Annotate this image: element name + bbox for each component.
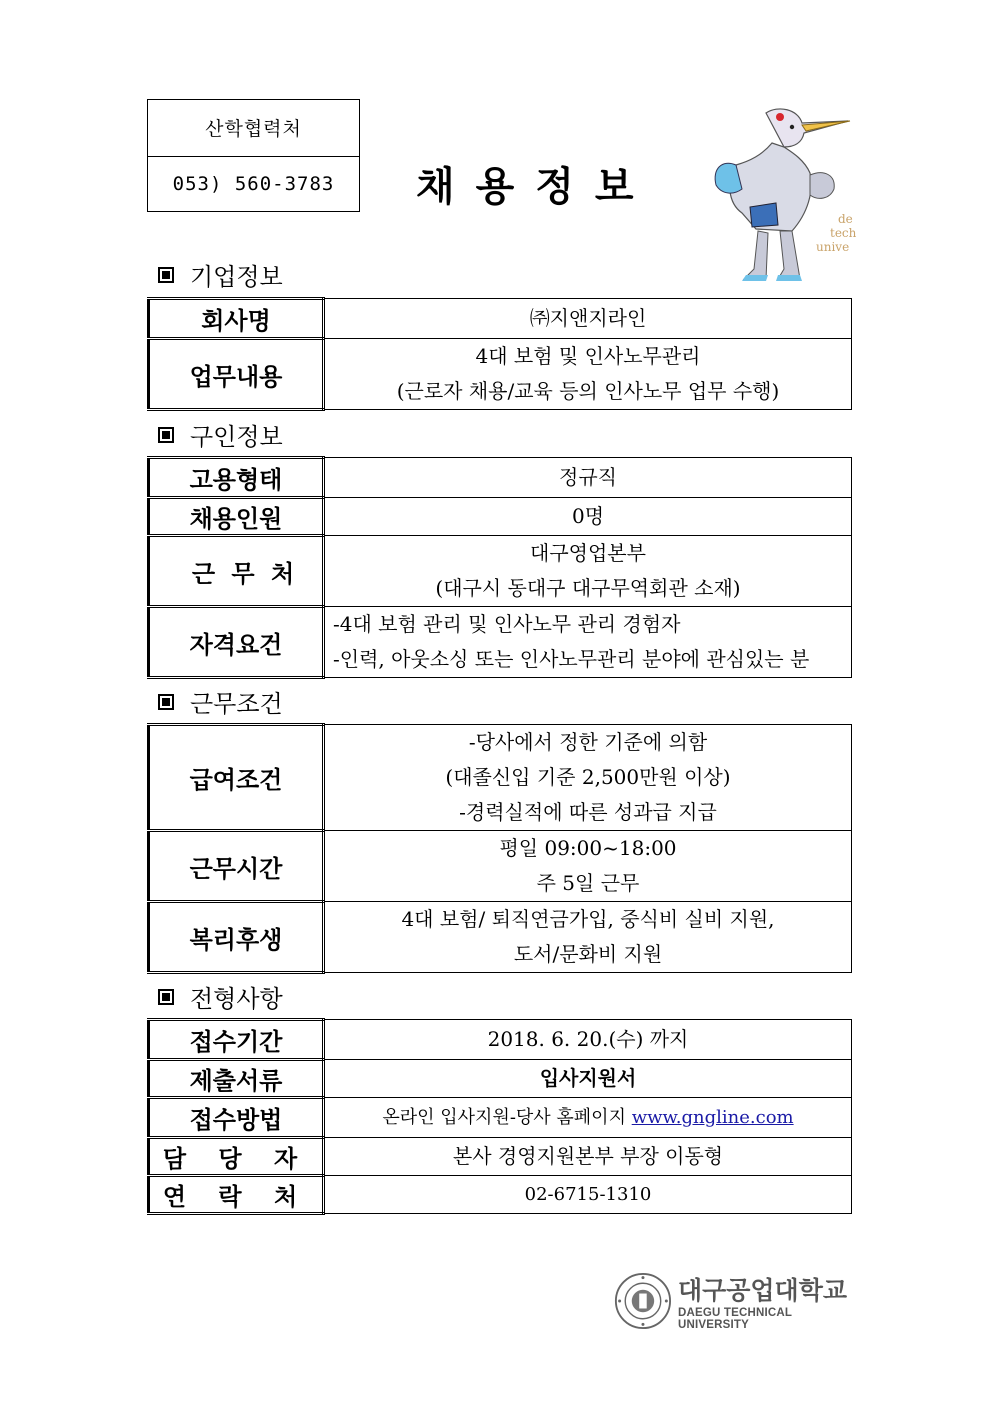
section-heading-company: 기업정보 bbox=[158, 257, 283, 292]
row-label: 급여조건 bbox=[149, 725, 324, 831]
contact-number: 02-6715-1310 bbox=[324, 1176, 852, 1214]
logo-english-name: DAEGU TECHNICAL UNIVERSITY bbox=[677, 1307, 792, 1331]
mascot-image bbox=[706, 103, 856, 285]
table-row bbox=[149, 458, 852, 498]
company-name: ㈜지앤지라인 bbox=[324, 299, 852, 339]
row-value: 4대 보험/ 퇴직연금가입, 중식비 실비 지원, 도서/문화비 지원 bbox=[324, 902, 852, 973]
hiring-table bbox=[147, 456, 852, 679]
row-value: 0명 bbox=[324, 498, 852, 536]
table-row bbox=[149, 1138, 852, 1176]
row-value: -4대 보험 관리 및 인사노무 관리 경험자 -인력, 아웃소싱 또는 인사노무관리 분야에 관심있는 분 bbox=[324, 607, 852, 678]
contact-box bbox=[147, 99, 360, 212]
page-title: 채용정보 bbox=[416, 164, 655, 210]
row-value: -당사에서 정한 기준에 의함 (대졸신입 기준 2,500만원 이상) -경력실적에 따른 성과급 지급 bbox=[324, 725, 852, 831]
row-label: 회사명 bbox=[149, 299, 324, 339]
application-period: 2018. 6. 20.(수) 까지 bbox=[324, 1020, 852, 1060]
required-documents: 입사지원서 bbox=[324, 1060, 852, 1098]
table-row bbox=[149, 498, 852, 536]
square-bullet-icon bbox=[158, 694, 174, 710]
table-row bbox=[149, 1020, 852, 1060]
section-heading-conditions: 근무조건 bbox=[158, 684, 283, 719]
table-row bbox=[149, 536, 852, 607]
svg-text:de: de bbox=[838, 212, 853, 226]
homepage-link[interactable]: www.gngline.com bbox=[631, 1107, 794, 1128]
row-value: 대구영업본부 (대구시 동대구 대구무역회관 소재) bbox=[324, 536, 852, 607]
university-logo bbox=[614, 1268, 854, 1334]
row-label: 채용인원 bbox=[149, 498, 324, 536]
row-label: 복리후생 bbox=[149, 902, 324, 973]
row-label: 근무시간 bbox=[149, 831, 324, 902]
row-label: 제출서류 bbox=[149, 1060, 324, 1098]
table-row bbox=[149, 607, 852, 678]
row-label: 근 무 처 bbox=[149, 536, 324, 607]
row-label: 담 당 자 bbox=[149, 1138, 324, 1176]
university-seal-icon bbox=[614, 1270, 672, 1332]
square-bullet-icon bbox=[158, 267, 174, 283]
square-bullet-icon bbox=[158, 989, 174, 1005]
square-bullet-icon bbox=[158, 427, 174, 443]
row-value: 4대 보험 및 인사노무관리 (근로자 채용/교육 등의 인사노무 업무 수행) bbox=[324, 339, 852, 410]
table-row bbox=[149, 1060, 852, 1098]
contact-phone: 053) 560-3783 bbox=[148, 156, 359, 213]
logo-korean-name: 대구공업대학교 bbox=[677, 1276, 847, 1305]
section-heading-hiring: 구인정보 bbox=[158, 417, 283, 452]
row-label: 업무내용 bbox=[149, 339, 324, 410]
row-label: 자격요건 bbox=[149, 607, 324, 678]
table-row bbox=[149, 902, 852, 973]
table-row bbox=[149, 831, 852, 902]
screening-table bbox=[147, 1018, 852, 1215]
section-heading-screening: 전형사항 bbox=[158, 979, 283, 1014]
conditions-table bbox=[147, 723, 852, 974]
crane-mascot-icon bbox=[715, 109, 850, 281]
contact-label: 산학협력처 bbox=[205, 118, 302, 141]
row-label: 접수방법 bbox=[149, 1098, 324, 1138]
row-value: 평일 09:00~18:00 주 5일 근무 bbox=[324, 831, 852, 902]
table-row bbox=[149, 725, 852, 831]
company-table bbox=[147, 297, 852, 411]
application-method: 온라인 입사지원-당사 홈페이지 www.gngline.com bbox=[324, 1098, 852, 1138]
row-label: 연 락 처 bbox=[149, 1176, 324, 1214]
svg-text:tech: tech bbox=[830, 226, 856, 240]
table-row bbox=[149, 1098, 852, 1138]
table-row bbox=[149, 1176, 852, 1214]
contact-person: 본사 경영지원본부 부장 이동형 bbox=[324, 1138, 852, 1176]
row-label: 고용형태 bbox=[149, 458, 324, 498]
table-row bbox=[149, 299, 852, 339]
row-label: 접수기간 bbox=[149, 1020, 324, 1060]
table-row bbox=[149, 339, 852, 410]
svg-text:unive: unive bbox=[816, 240, 850, 254]
row-value: 정규직 bbox=[324, 458, 852, 498]
